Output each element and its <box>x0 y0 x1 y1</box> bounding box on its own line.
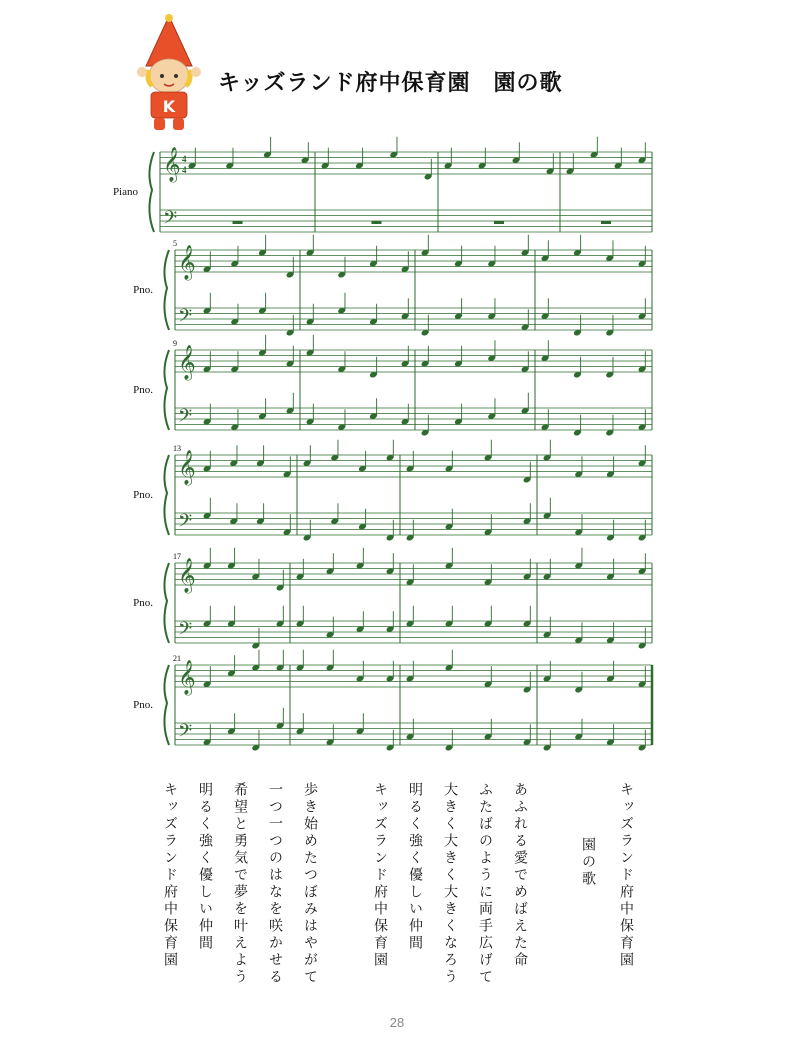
treble-clef-icon: 𝄞 <box>178 558 196 593</box>
lyric-line: キッズランド府中保育園 <box>372 782 388 969</box>
bass-clef-icon: 𝄢 <box>163 208 178 233</box>
measure-number: 9 <box>173 339 177 348</box>
lyric-line: 大きく大きく大きくなろう <box>442 782 458 986</box>
instrument-label: Pno. <box>133 384 153 396</box>
bass-clef-icon: 𝄢 <box>178 406 193 431</box>
time-signature: 4 <box>182 165 187 175</box>
treble-clef-icon: 𝄞 <box>178 345 196 380</box>
brace <box>164 350 169 430</box>
lyric-line: 一つ一つのはなを咲かせる <box>267 782 283 986</box>
lyrics-song-title: キッズランド府中保育園 <box>618 782 634 969</box>
bass-clef-icon: 𝄢 <box>178 511 193 536</box>
logo-letter: K <box>162 97 176 116</box>
brace <box>164 455 169 535</box>
treble-clef-icon: 𝄞 <box>163 147 181 182</box>
measure-number: 13 <box>173 444 181 453</box>
lyric-line: 明るく強く優しい仲間 <box>407 782 423 952</box>
bass-clef-icon: 𝄢 <box>178 306 193 331</box>
time-signature: 4 <box>182 154 187 164</box>
lyric-line: あふれる愛でめばえた命 <box>512 782 528 969</box>
whole-rest <box>601 221 611 224</box>
lyric-line: キッズランド府中保育園 <box>162 782 178 969</box>
lyric-line: 希望と勇気で夢を叶えよう <box>232 782 248 986</box>
treble-clef-icon: 𝄞 <box>178 245 196 280</box>
lyrics-subtitle: 園の歌 <box>580 837 596 888</box>
instrument-label: Piano <box>112 186 138 198</box>
measure-number: 5 <box>173 239 177 248</box>
treble-clef-icon: 𝄞 <box>178 450 196 485</box>
lyrics-block <box>150 782 650 986</box>
instrument-label: Pno. <box>133 284 153 296</box>
measure-number: 17 <box>173 552 181 561</box>
brace <box>164 250 169 330</box>
whole-rest <box>372 221 382 224</box>
whole-rest <box>494 221 504 224</box>
lyric-line: 歩き始めたつぼみはやがて <box>302 782 318 986</box>
instrument-label: Pno. <box>133 699 153 711</box>
whole-rest <box>233 221 243 224</box>
treble-clef-icon: 𝄞 <box>178 660 196 695</box>
bass-clef-icon: 𝄢 <box>178 619 193 644</box>
page-number: 28 <box>389 1015 405 1030</box>
brace <box>164 563 169 643</box>
lyric-line: ふたばのように両手広げて <box>477 782 493 986</box>
bass-clef-icon: 𝄢 <box>178 721 193 746</box>
brace <box>164 665 169 745</box>
page-title: キッズランド府中保育園 園の歌 <box>218 71 563 96</box>
instrument-label: Pno. <box>133 597 153 609</box>
instrument-label: Pno. <box>133 489 153 501</box>
brace <box>149 152 154 232</box>
lyric-line: 明るく強く優しい仲間 <box>197 782 213 952</box>
measure-number: 21 <box>173 654 181 663</box>
